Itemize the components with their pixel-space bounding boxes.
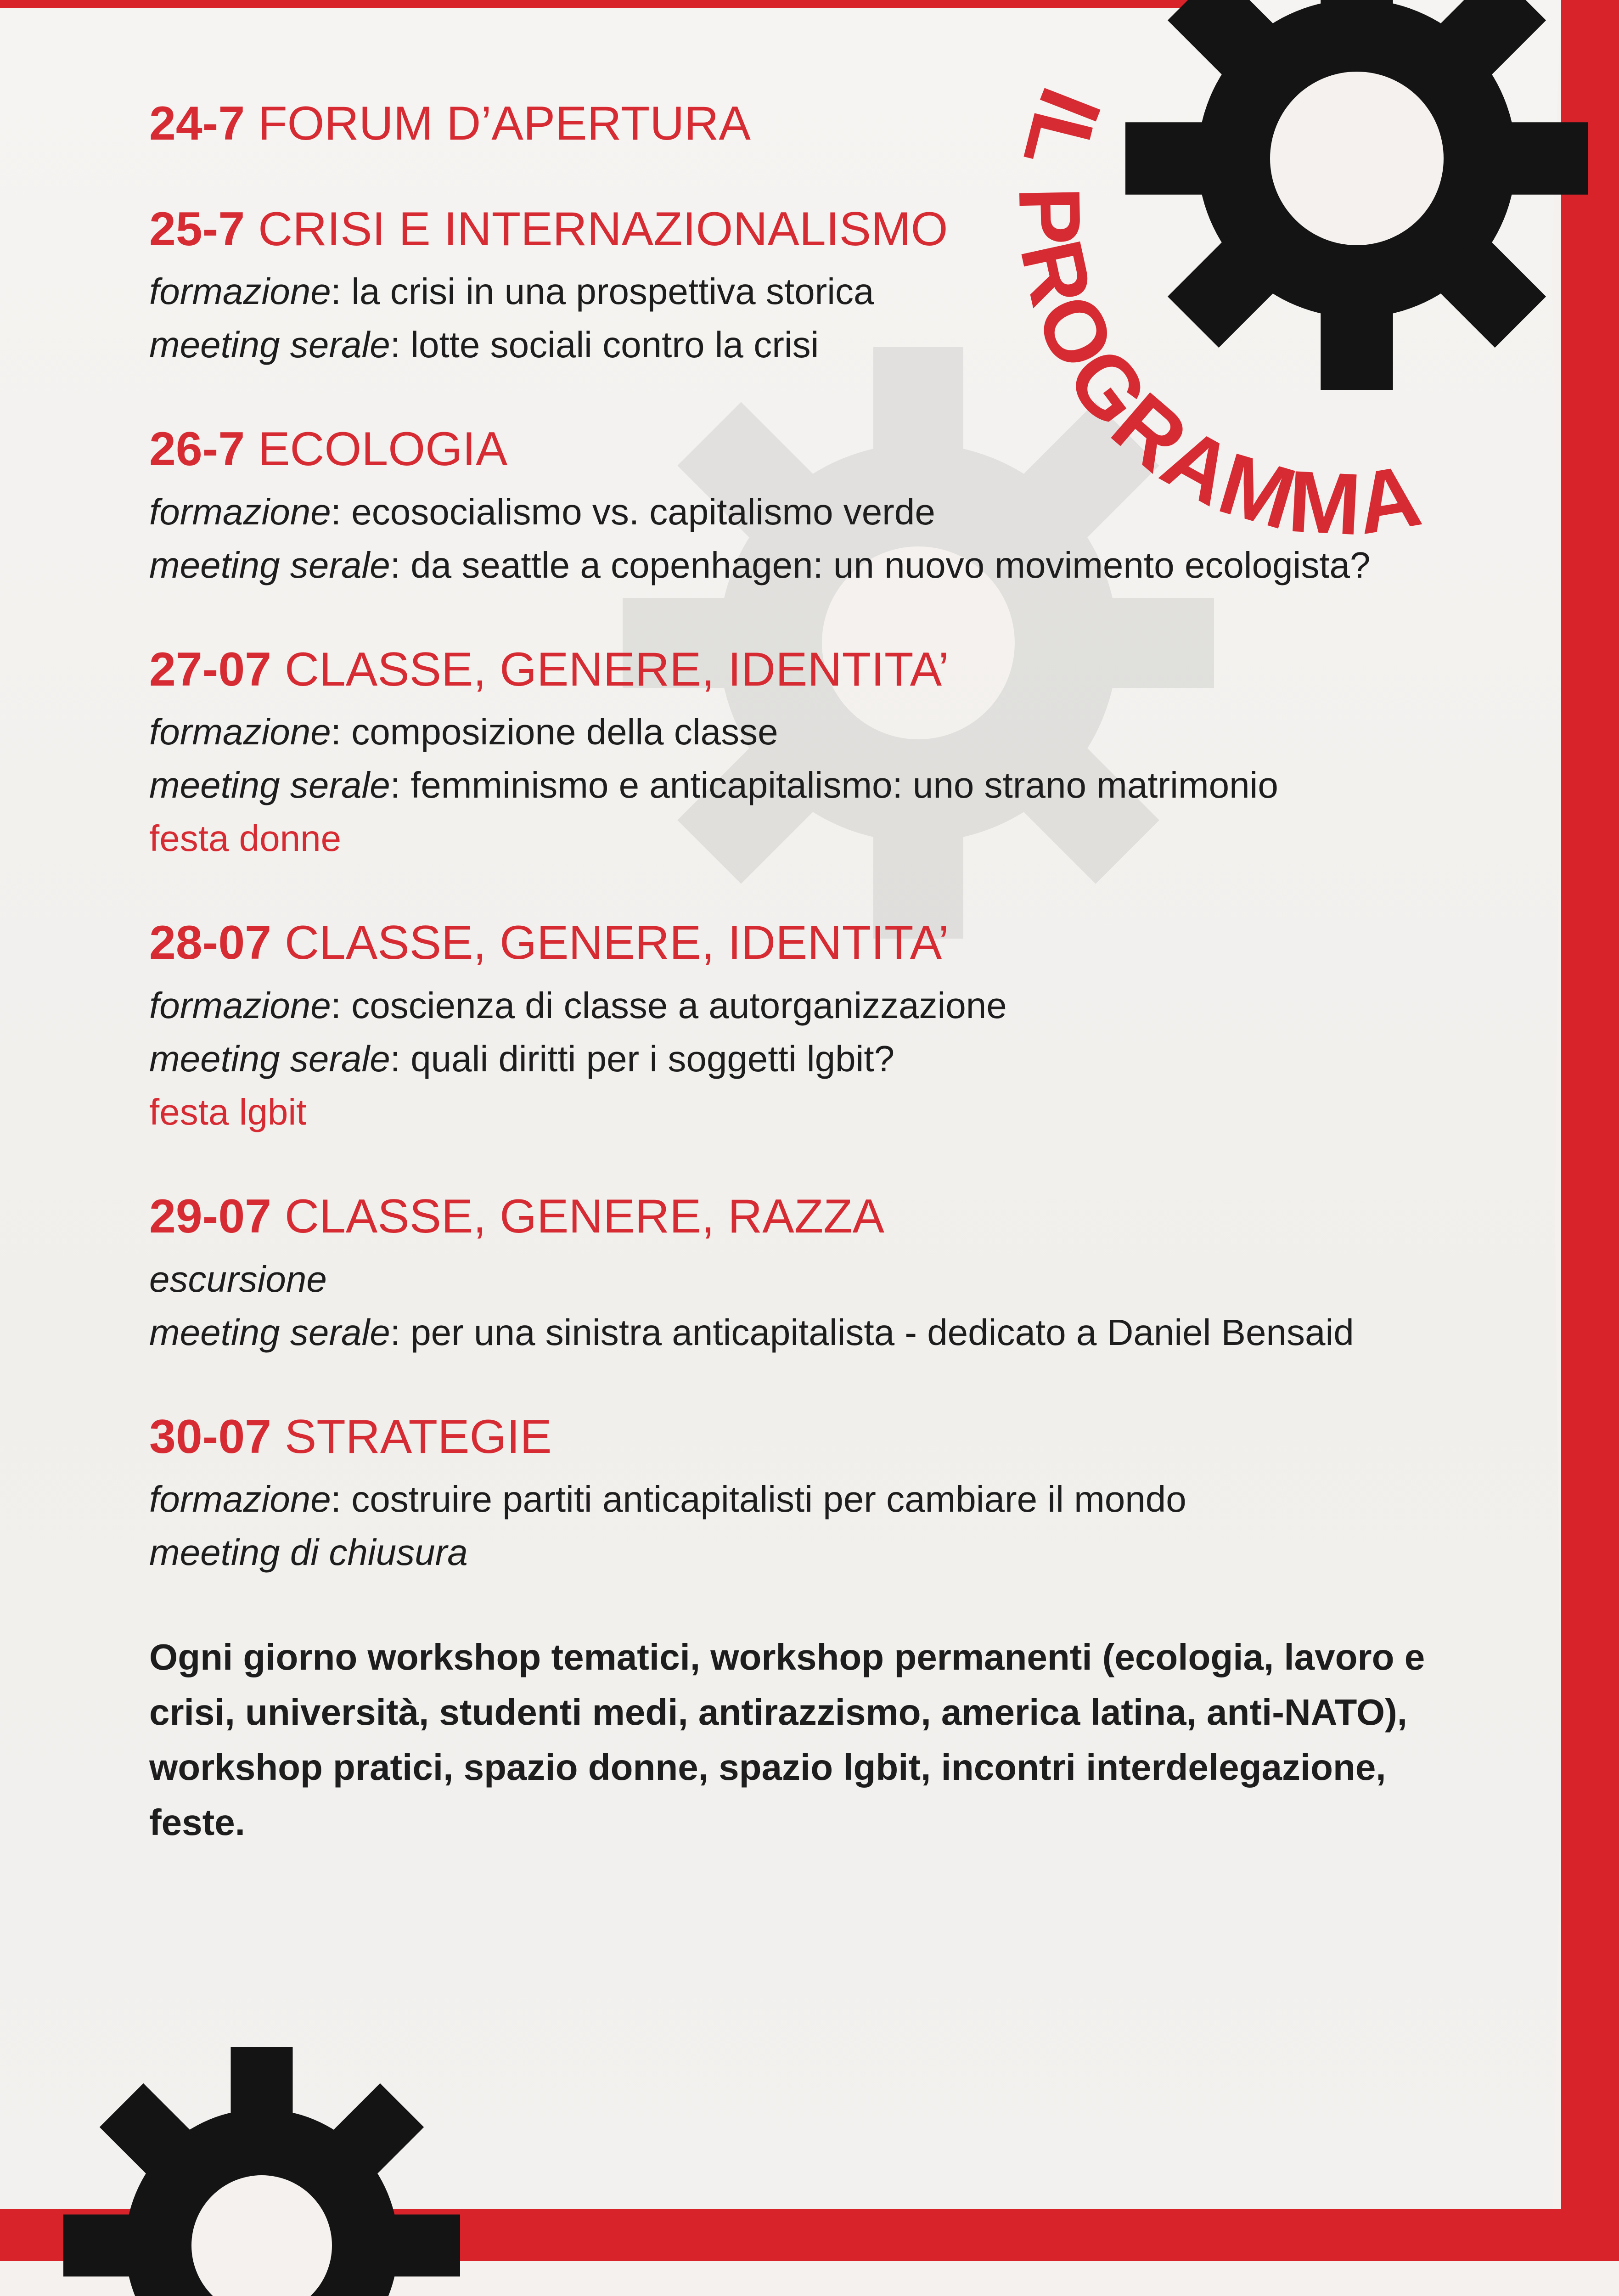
activity-text: costruire partiti anticapitalisti per cambiare il mondo	[351, 1479, 1186, 1520]
day-date: 30-07	[149, 1410, 271, 1463]
program-content	[149, 96, 1481, 1887]
activity-label: meeting serale	[149, 1038, 390, 1079]
activity-line: meeting serale: femminismo e anticapitalismo: uno strano matrimonio	[149, 765, 1278, 806]
day-heading	[149, 916, 1481, 971]
activity-line: meeting serale: da seattle a copenhagen: un nuovo movimento ecologista?	[149, 544, 1371, 585]
day-theme: CLASSE, GENERE, RAZZA	[284, 1189, 884, 1243]
activity-line: formazione: costruire partiti anticapitalisti per cambiare il mondo	[149, 1479, 1186, 1520]
day-date: 26-7	[149, 422, 245, 476]
activity-label: meeting serale	[149, 765, 390, 806]
activity-text: composizione della classe	[351, 711, 778, 753]
day-date: 27-07	[149, 642, 271, 696]
program-day	[149, 1410, 1481, 1580]
activity-text: lotte sociali contro la crisi	[410, 324, 819, 366]
day-heading	[149, 642, 1481, 698]
activity-label: formazione	[149, 985, 331, 1026]
activity-line: meeting serale: quali diritti per i soggetti lgbit?	[149, 1038, 895, 1079]
activity-line: meeting serale: lotte sociali contro la crisi	[149, 324, 819, 366]
activity-text: per una sinistra anticapitalista - dedicato a Daniel Bensaid	[410, 1311, 1354, 1353]
day-heading	[149, 422, 1481, 477]
party-line: festa lgbit	[149, 1091, 307, 1132]
day-theme: STRATEGIE	[284, 1410, 552, 1463]
activity-line: meeting serale: per una sinistra anticapitalista - dedicato a Daniel Bensaid	[149, 1311, 1354, 1353]
day-date: 24-7	[149, 97, 245, 150]
program-day	[149, 202, 1481, 372]
activity-text: da seattle a copenhagen: un nuovo movimento ecologista?	[410, 544, 1371, 585]
activity-text: ecosocialismo vs. capitalismo verde	[351, 491, 935, 532]
activity-label: meeting di chiusura	[149, 1532, 468, 1573]
day-date: 29-07	[149, 1189, 271, 1243]
activity-line: formazione: coscienza di classe a autorganizzazione	[149, 985, 1007, 1026]
day-theme: CLASSE, GENERE, IDENTITA’	[284, 916, 949, 970]
program-day	[149, 1189, 1481, 1359]
activity-label: formazione	[149, 711, 331, 753]
day-date: 28-07	[149, 916, 271, 970]
gear-icon-bottom	[55, 2039, 468, 2296]
day-heading	[149, 202, 1481, 257]
activity-text: femminismo e anticapitalismo: uno strano matrimonio	[410, 765, 1278, 806]
activity-label: formazione	[149, 1479, 331, 1520]
activity-label: meeting serale	[149, 544, 390, 585]
program-day	[149, 422, 1481, 592]
program-day	[149, 642, 1481, 866]
day-date: 25-7	[149, 202, 245, 256]
activity-text: quali diritti per i soggetti lgbit?	[410, 1038, 895, 1079]
closing-note: Ogni giorno workshop tematici, workshop permanenti (ecologia, lavoro e crisi, università, studenti medi, antirazzismo, america latina, anti-NATO), workshop pratici, spazio donne, spazio lgbit, incontri interdelegazione, feste.	[149, 1637, 1425, 1843]
day-heading	[149, 1189, 1481, 1244]
day-theme: CRISI E INTERNAZIONALISMO	[258, 202, 948, 256]
activity-line	[149, 1526, 1481, 1579]
party-line: festa donne	[149, 818, 342, 859]
activity-label: formazione	[149, 271, 331, 312]
activity-line: formazione: ecosocialismo vs. capitalismo verde	[149, 491, 935, 532]
activity-line: formazione: composizione della classe	[149, 711, 778, 753]
program-day	[149, 96, 1481, 152]
day-theme: FORUM D’APERTURA	[258, 97, 751, 150]
activity-text: la crisi in una prospettiva storica	[351, 271, 874, 312]
activity-line: formazione: la crisi in una prospettiva storica	[149, 271, 874, 312]
activity-line	[149, 1253, 1481, 1306]
day-theme: ECOLOGIA	[258, 422, 508, 476]
day-heading	[149, 1410, 1481, 1465]
activity-label: meeting serale	[149, 1311, 390, 1353]
activity-label: meeting serale	[149, 324, 390, 366]
activity-label: formazione	[149, 491, 331, 532]
day-heading	[149, 96, 1481, 152]
program-day	[149, 916, 1481, 1139]
page-title: IL PROGRAMMA	[1000, 75, 1431, 551]
activity-label: escursione	[149, 1258, 327, 1300]
day-theme: CLASSE, GENERE, IDENTITA’	[284, 642, 949, 696]
activity-text: coscienza di classe a autorganizzazione	[351, 985, 1007, 1026]
